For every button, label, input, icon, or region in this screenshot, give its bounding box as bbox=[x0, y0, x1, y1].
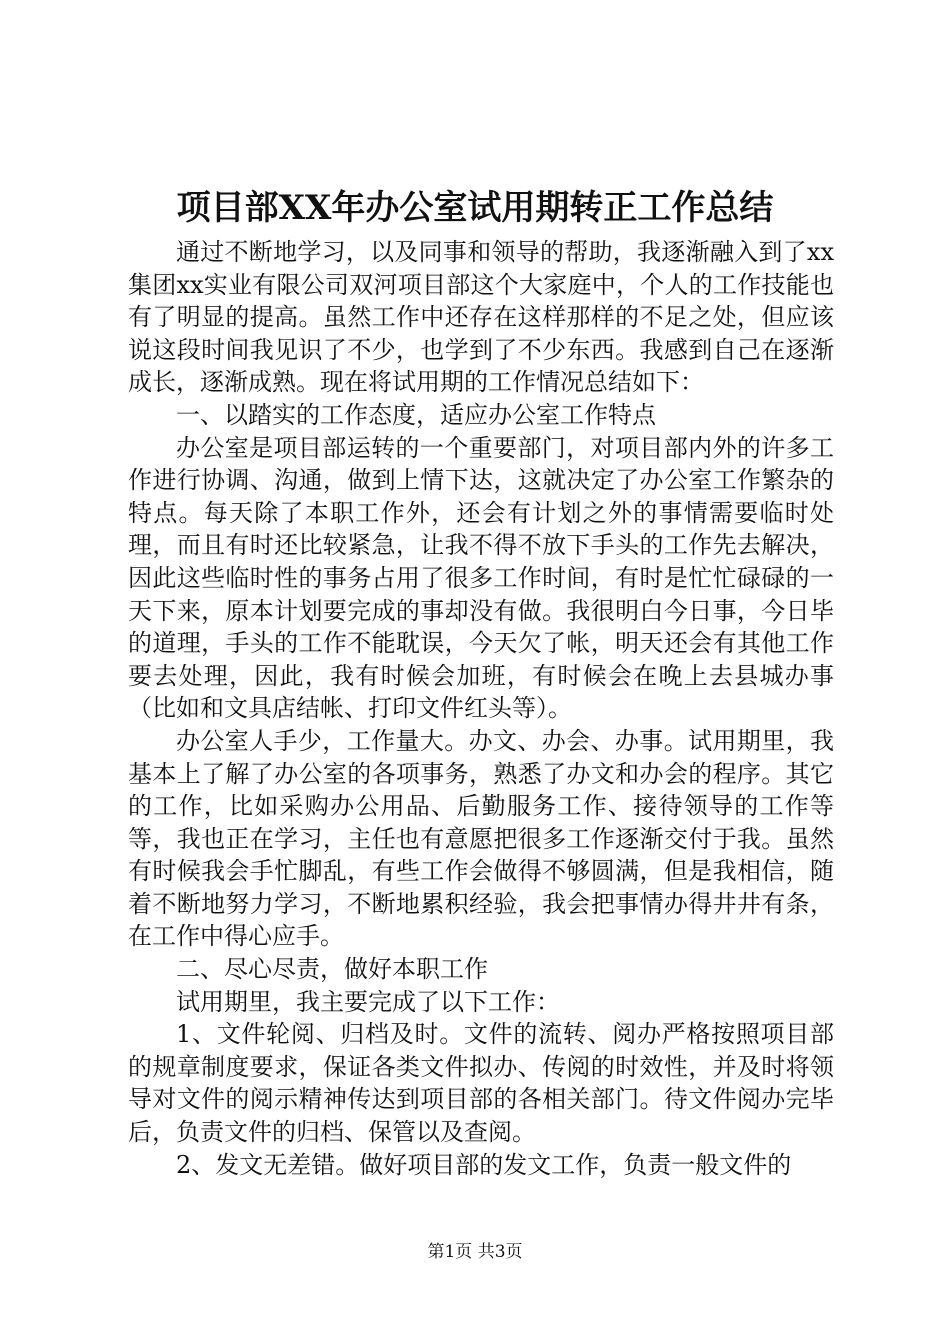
document-body bbox=[128, 236, 834, 1181]
document-title: 项目部XX年办公室试用期转正工作总结 bbox=[176, 188, 774, 228]
section-heading-1: 一、以踏实的工作态度，适应办公室工作特点 bbox=[176, 400, 656, 429]
section-heading-2: 二、尽心尽责，做好本职工作 bbox=[176, 955, 488, 984]
list-item-2: 2、发文无差错。做好项目部的发文工作，负责一般文件的 bbox=[176, 1150, 792, 1179]
paragraph-work-list-intro: 试用期里，我主要完成了以下工作： bbox=[176, 987, 560, 1016]
paragraph-office-staffing: 办公室人手少，工作量大。办文、办会、办事。试用期里，我基本上了解了办公室的各项事务，熟悉了办文和办会的程序。其它的工作，比如采购办公用品、后勤服务工作、接待领导的工作等等，我也正在学习，主任也有意愿把很多工作逐渐交付于我。虽然有时候我会手忙脚乱，有些工作会做得不够圆满，但是我相信，随着不断地努力学习，不断地累积经验，我会把事情办得井井有条，在工作中得心应手。 bbox=[128, 726, 834, 951]
paragraph-intro: 通过不断地学习，以及同事和领导的帮助，我逐渐融入到了xx集团xx实业有限公司双河项目部这个大家庭中，个人的工作技能也有了明显的提高。虽然工作中还存在这样那样的不足之处，但应该说这段时间我见识了不少，也学到了不少东西。我感到自己在逐渐成长，逐渐成熟。现在将试用期的工作情况总结如下： bbox=[128, 238, 834, 397]
list-item-1: 1、文件轮阅、归档及时。文件的流转、阅办严格按照项目部的规章制度要求，保证各类文件拟办、传阅的时效性，并及时将领导对文件的阅示精神传达到项目部的各相关部门。待文件阅办完毕后，负责文件的归档、保管以及查阅。 bbox=[128, 1020, 834, 1147]
page-footer: 第1页 共3页 bbox=[427, 1242, 523, 1262]
paragraph-office-duties: 办公室是项目部运转的一个重要部门，对项目部内外的许多工作进行协调、沟通，做到上情下达，这就决定了办公室工作繁杂的特点。每天除了本职工作外，还会有计划之外的事情需要临时处理，而且有时还比较紧急，让我不得不放下手头的工作先去解决，因此这些临时性的事务占用了很多工作时间，有时是忙忙碌碌的一天下来，原本计划要完成的事却没有做。我很明白今日事，今日毕的道理，手头的工作不能耽误，今天欠了帐，明天还会有其他工作要去处理，因此，我有时候会加班，有时候会在晚上去县城办事（比如和文具店结帐、打印文件红头等）。 bbox=[128, 433, 834, 723]
